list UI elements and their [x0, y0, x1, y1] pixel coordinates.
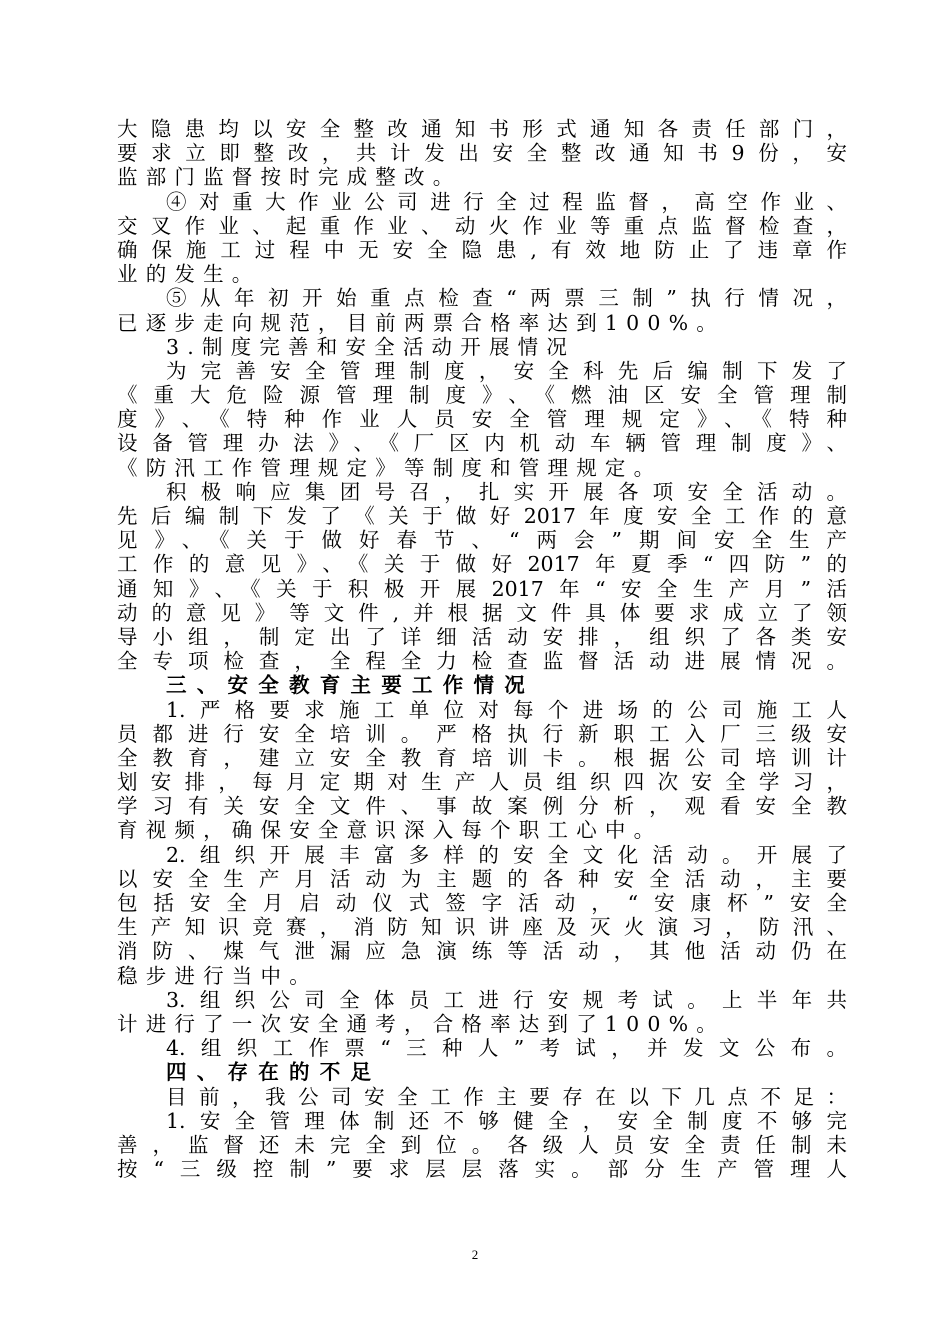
text-line: 育视频，确保安全意识深入每个职工心中。 [117, 818, 663, 843]
text-line: 交叉作业、起重作业、动火作业等重点监督检查， [117, 213, 847, 238]
text-line: 计进行了一次安全通考，合格率达到了100%。 [117, 1011, 726, 1036]
section-heading: 三、安全教育主要工作情况 [166, 673, 535, 698]
text-line: 学习有关安全文件、事故案例分析，观看安全教 [117, 794, 847, 819]
text-line: 已逐步走向规范，目前两票合格率达到100%。 [117, 310, 726, 335]
text-line: 设备管理办法》、《厂区内机动车辆管理制度》、 [117, 431, 847, 456]
text-line: 全教育，建立安全教育培训卡。根据公司培训计 [117, 745, 847, 770]
text-line: ④对重大作业公司进行全过程监督，高空作业、 [166, 189, 847, 214]
text-line: 1.严格要求施工单位对每个进场的公司施工人 [166, 697, 847, 722]
text-line: 业的发生。 [117, 262, 261, 287]
text-line: 《重大危险源管理制度》、《燃油区安全管理制 [117, 383, 847, 408]
text-line: 按“三级控制”要求层层落实。部分生产管理人 [117, 1157, 847, 1182]
text-line: 2.组织开展丰富多样的安全文化活动。开展了 [166, 842, 847, 867]
text-line: 以安全生产月活动为主题的各种安全活动，主要 [117, 866, 847, 891]
text-line: 消防、煤气泄漏应急演练等活动，其他活动仍在 [117, 939, 847, 964]
text-line: 3.组织公司全体员工进行安规考试。上半年共 [166, 987, 847, 1012]
text-line: ⑤从年初开始重点检查“两票三制”执行情况， [166, 286, 847, 311]
text-line: 导小组，制定出了详细活动安排，组织了各类安 [117, 624, 847, 649]
text-line: 度》、《特种作业人员安全管理规定》、《特种 [117, 407, 847, 432]
text-line: 动的意见》等文件,并根据文件具体要求成立了领 [117, 600, 847, 625]
section-heading: 四、存在的不足 [166, 1060, 382, 1085]
text-line: 划安排，每月定期对生产人员组织四次安全学习， [117, 770, 847, 795]
text-line: 工作的意见》、《关于做好2017年夏季“四防”的 [117, 552, 847, 577]
text-line: 包括安全月启动仪式签字活动，“安康杯”安全 [117, 891, 847, 915]
text-line: 善，监督还未完全到位。各级人员安全责任制未 [117, 1132, 847, 1157]
page-number: 2 [471, 1247, 479, 1262]
text-line: 为完善安全管理制度，安全科先后编制下发了 [166, 358, 847, 383]
text-line: 大隐患均以安全整改通知书形式通知各责任部门， [117, 117, 847, 141]
text-line: 《防汛工作管理规定》等制度和管理规定。 [117, 455, 663, 480]
section-subheading: 3.制度完善和安全活动开展情况 [166, 334, 576, 359]
text-line: 确保施工过程中无安全隐患,有效地防止了违章作 [117, 237, 847, 262]
text-line: 1.安全管理体制还不够健全，安全制度不够完 [166, 1108, 847, 1133]
text-line: 先后编制下发了《关于做好2017年度安全工作的意 [117, 504, 847, 528]
text-line: 员都进行安全培训。严格执行新职工入厂三级安 [117, 721, 847, 746]
text-line: 生产知识竞赛，消防知识讲座及灭火演习，防汛、 [117, 915, 847, 940]
text-line: 积极响应集团号召，扎实开展各项安全活动。 [166, 479, 847, 504]
text-line: 要求立即整改，共计发出安全整改通知书9份，安 [117, 141, 847, 166]
text-line: 见》、《关于做好春节、“两会”期间安全生产 [117, 528, 847, 553]
body-text [117, 117, 847, 1181]
text-line: 稳步进行当中。 [117, 963, 318, 988]
text-line: 监部门监督按时完成整改。 [117, 165, 462, 190]
text-line: 4.组织工作票“三种人”考试，并发文公布。 [166, 1036, 847, 1061]
text-line: 全专项检查，全程全力检查监督活动进展情况。 [117, 649, 847, 674]
text-line: 目前，我公司安全工作主要存在以下几点不足： [166, 1084, 847, 1109]
text-line: 通知》、《关于积极开展2017年“安全生产月”活 [117, 576, 847, 601]
